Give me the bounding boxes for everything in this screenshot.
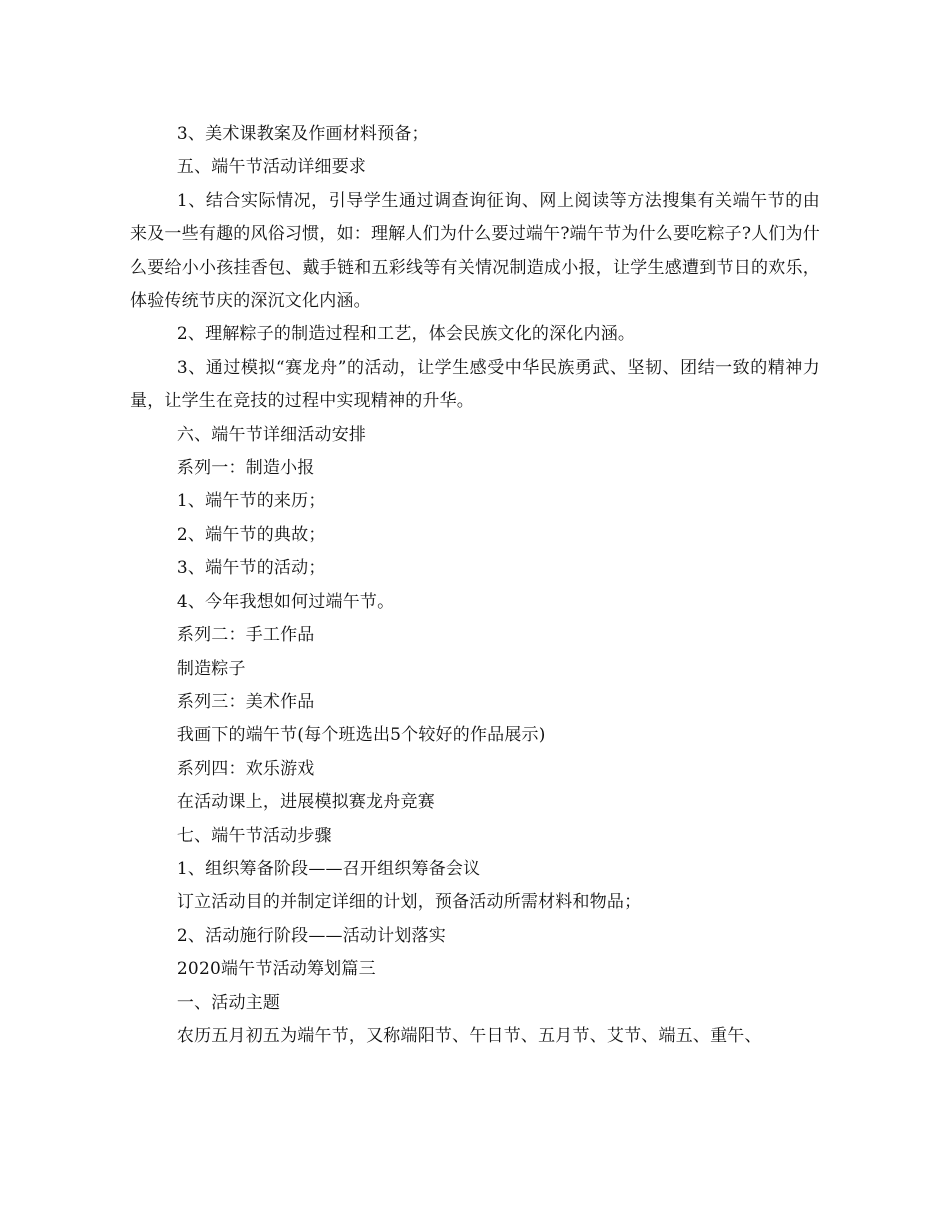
series-three-content: 我画下的端午节(每个班选出5个较好的作品展示) <box>176 725 546 746</box>
heading-activity-theme: 一、活动主题 <box>176 992 281 1013</box>
series-four-content: 在活动课上，进展模拟赛龙舟竞赛 <box>176 792 435 813</box>
paragraph-requirement-2: 2、理解粽子的制造过程和工艺，体会民族文化的深化内涵。 <box>176 324 636 345</box>
step-1-title: 1、组织筹备阶段——召开组织筹备会议 <box>176 858 481 879</box>
series-four-title: 系列四：欢乐游戏 <box>176 758 315 779</box>
series-two-title: 系列二：手工作品 <box>176 625 315 646</box>
heading-section-seven: 七、端午节活动步骤 <box>176 825 332 846</box>
article-three-title: 2020端午节活动筹划篇三 <box>176 959 376 980</box>
series-one-item-1: 1、端午节的来历； <box>176 491 326 512</box>
paragraph-art-lesson-prep: 3、美术课教案及作画材料预备； <box>176 124 429 144</box>
series-three-title: 系列三：美术作品 <box>176 691 315 712</box>
series-one-item-2: 2、端午节的典故； <box>176 524 326 545</box>
heading-section-five: 五、端午节活动详细要求 <box>176 157 367 178</box>
heading-section-six: 六、端午节详细活动安排 <box>176 424 367 445</box>
series-two-content: 制造粽子 <box>176 658 246 679</box>
paragraph-requirement-3: 3、通过模拟“赛龙舟”的活动，让学生感受中华民族勇武、坚韧、团结一致的精神力量，让学生在竞技的过程中实现精神的升华。 <box>130 357 820 412</box>
paragraph-requirement-1: 1、结合实际情况，引导学生通过调查询征询、网上阅读等方法搜集有关端午节的由来及一些有趣的风俗习惯，如：理解人们为什么要过端午?端午节为什么要吃粽子?人们为什么要给小小孩挂香包、戴手链和五彩线等有关情况制造成小报，让学生感遭到节日的欢乐，体验传统节庆的深沉文化内涵。 <box>130 190 820 312</box>
series-one-title: 系列一：制造小报 <box>176 458 315 479</box>
step-2-title: 2、活动施行阶段——活动计划落实 <box>176 925 446 946</box>
paragraph-festival-names: 农历五月初五为端午节，又称端阳节、午日节、五月节、艾节、端五、重午、 <box>176 1025 762 1046</box>
step-1-content: 订立活动目的并制定详细的计划，预备活动所需材料和物品； <box>176 892 642 913</box>
series-one-item-4: 4、今年我想如何过端午节。 <box>176 591 395 612</box>
series-one-item-3: 3、端午节的活动； <box>176 558 326 579</box>
document-body <box>130 118 820 1053</box>
